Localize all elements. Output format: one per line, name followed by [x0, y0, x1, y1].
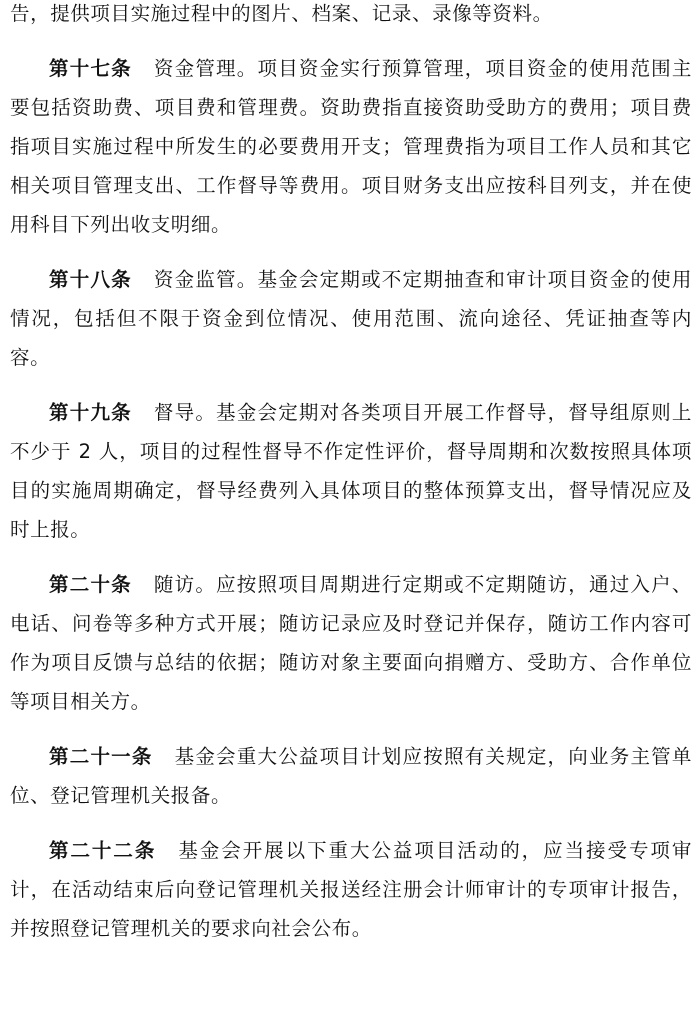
article-title: 第十七条	[49, 57, 132, 80]
article-title: 第二十二条	[49, 839, 157, 862]
article-title: 第二十条	[49, 573, 132, 596]
article-text: 资金管理。项目资金实行预算管理，项目资金的使用范围主要包括资助费、项目费和管理费。资助费指直接资助受助方的费用；项目费指项目实施过程中所发生的必要费用开支；管理费指为项目工作人员和其它相关项目管理支出、工作督导等费用。项目财务支出应按科目列支，并在使用科目下列出收支明细。	[10, 57, 692, 236]
article-title: 第十八条	[49, 268, 132, 291]
article-19	[10, 393, 692, 549]
document-page	[10, 0, 692, 964]
intro-paragraph: 告，提供项目实施过程中的图片、档案、记录、录像等资料。	[10, 2, 553, 25]
article-title: 第二十一条	[49, 745, 153, 768]
article-text: 资金监管。基金会定期或不定期抽查和审计项目资金的使用情况，包括但不限于资金到位情况、使用范围、流向途径、凭证抽查等内容。	[10, 268, 692, 369]
article-21	[10, 737, 692, 815]
article-text: 基金会开展以下重大公益项目活动的，应当接受专项审计，在活动结束后向登记管理机关报送经注册会计师审计的专项审计报告，并按照登记管理机关的要求向社会公布。	[10, 839, 692, 940]
article-text: 随访。应按照项目周期进行定期或不定期随访，通过入户、电话、问卷等多种方式开展；随访记录应及时登记并保存，随访工作内容可作为项目反馈与总结的依据；随访对象主要面向捐赠方、受助方、合作单位等项目相关方。	[10, 573, 692, 713]
article-22	[10, 831, 692, 948]
article-text: 基金会重大公益项目计划应按照有关规定，向业务主管单位、登记管理机关报备。	[10, 745, 692, 807]
article-text: 督导。基金会定期对各类项目开展工作督导，督导组原则上不少于 2 人，项目的过程性督导不作定性评价，督导周期和次数按照具体项目的实施周期确定，督导经费列入具体项目的整体预算支出，督导情况应及时上报。	[10, 401, 692, 541]
article-20	[10, 565, 692, 721]
article-title: 第十九条	[49, 401, 132, 424]
article-17	[10, 49, 692, 244]
article-18	[10, 260, 692, 377]
